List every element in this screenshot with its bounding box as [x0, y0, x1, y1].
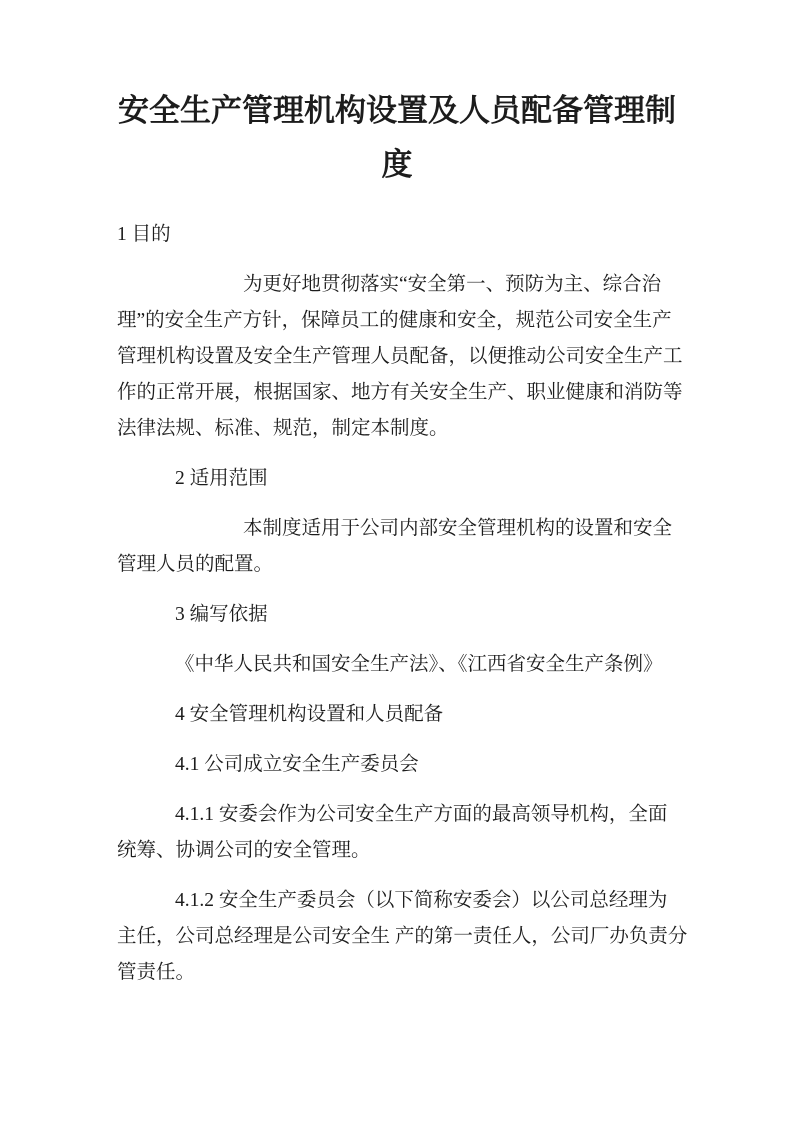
text-line: 法律法规、标准、规范，制定本制度。 [117, 418, 449, 439]
heading-purpose [117, 217, 677, 253]
heading-committee [117, 747, 677, 783]
text-line: 本制度适用于公司内部安全管理机构的设置和安全 [243, 518, 673, 539]
para-basis [117, 647, 677, 683]
text-line: 4 安全管理机构设置和人员配备 [175, 704, 444, 725]
document-title [117, 84, 677, 192]
text-line: 4.1.2 安全生产委员会（以下简称安委会）以公司总经理为 [175, 890, 668, 911]
text-line: 《中华人民共和国安全生产法》、《江西省安全生产条例》 [175, 654, 663, 675]
text-line: 管理机构设置及安全生产管理人员配备，以便推动公司安全生产工 [117, 346, 683, 367]
heading-org-setup [117, 697, 677, 733]
text-line: 统筹、协调公司的安全管理。 [117, 840, 371, 861]
heading-basis [117, 597, 677, 633]
document-title-line-2: 度 [381, 147, 413, 182]
para-4-1-2 [117, 883, 688, 991]
heading-scope [117, 461, 677, 497]
document-body [117, 217, 688, 991]
para-purpose [117, 267, 683, 447]
document-title-line-1: 安全生产管理机构设置及人员配备管理制 [118, 93, 676, 128]
text-line: 4.1.1 安委会作为公司安全生产方面的最高领导机构，全面 [175, 804, 668, 825]
text-line: 1 目的 [117, 224, 171, 245]
text-line: 管理人员的配置。 [117, 554, 274, 575]
text-line: 作的正常开展，根据国家、地方有关安全生产、职业健康和消防等 [117, 382, 683, 403]
text-line: 主任，公司总经理是公司安全生 产的第一责任人，公司厂办负责分 [117, 926, 688, 947]
text-line: 3 编写依据 [175, 604, 268, 625]
para-4-1-1 [117, 797, 677, 869]
text-line: 2 适用范围 [175, 468, 268, 489]
text-line: 管责任。 [117, 962, 196, 983]
text-line: 为更好地贯彻落实“安全第一、预防为主、综合治 [243, 274, 662, 295]
text-line: 理”的安全生产方针，保障员工的健康和安全，规范公司安全生产 [117, 310, 672, 331]
para-scope [117, 511, 677, 583]
text-line: 4.1 公司成立安全生产委员会 [175, 754, 419, 775]
